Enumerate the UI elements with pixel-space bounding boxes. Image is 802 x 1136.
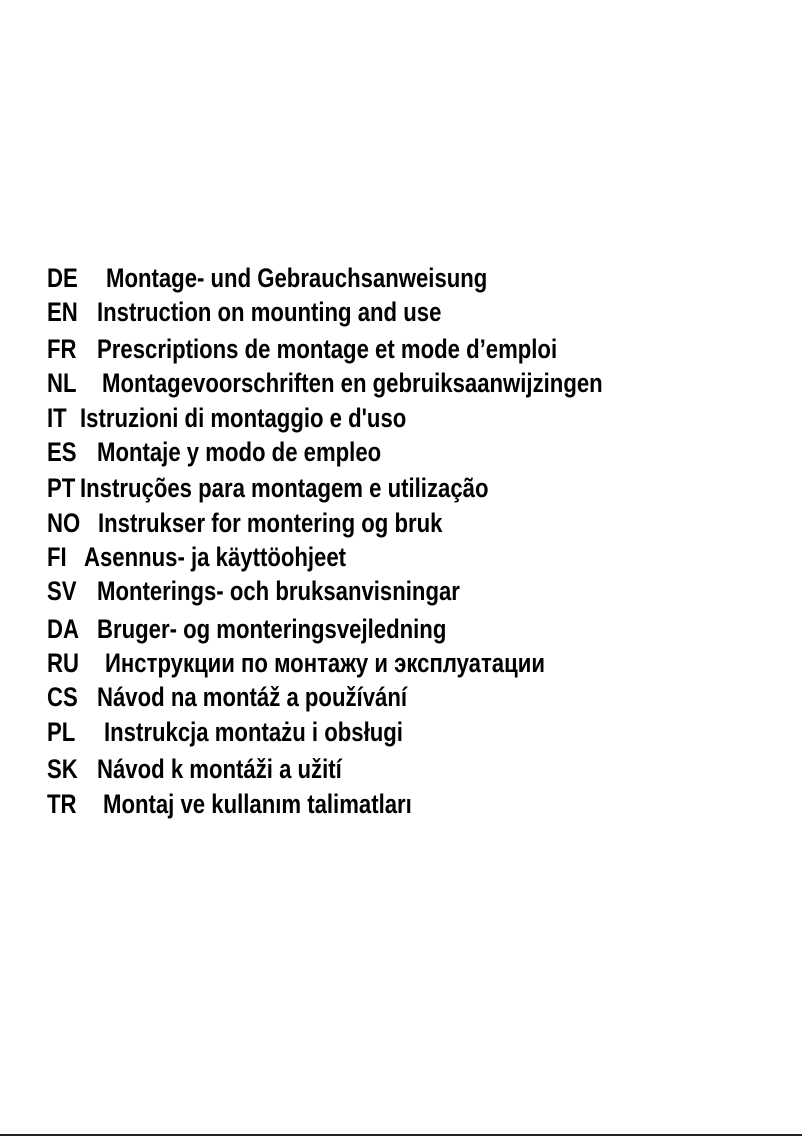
language-title: Instruction on mounting and use <box>97 297 442 327</box>
language-line-tr <box>0 787 802 821</box>
language-code: NL <box>47 368 77 398</box>
language-title: Montaje y modo de empleo <box>97 437 382 467</box>
language-line-fr <box>0 332 802 366</box>
language-title: Monterings- och bruksanvisningar <box>97 576 460 606</box>
language-code: ES <box>47 437 77 467</box>
language-code: PT <box>47 473 76 503</box>
language-line-no <box>0 506 802 540</box>
language-line-pt <box>0 471 802 505</box>
language-title: Asennus- ja käyttöohjeet <box>84 542 347 572</box>
language-code: TR <box>47 789 77 819</box>
language-title: Istruzioni di montaggio e d'uso <box>80 403 407 433</box>
language-code: SV <box>47 576 77 606</box>
language-line-cs <box>0 680 802 714</box>
language-code: FI <box>47 542 67 572</box>
language-code: RU <box>47 648 79 678</box>
language-title: Instruções para montagem e utilização <box>80 473 489 503</box>
language-title: Montage- und Gebrauchsanweisung <box>106 263 488 293</box>
language-code: DA <box>47 614 79 644</box>
language-line-pl <box>0 715 802 749</box>
language-line-da <box>0 612 802 646</box>
language-title: Prescriptions de montage et mode d’emploi <box>97 334 558 364</box>
language-title: Montagevoorschriften en gebruiksaanwijzingen <box>102 368 603 398</box>
language-line-de <box>0 261 802 295</box>
language-line-it <box>0 401 802 435</box>
language-line-ru <box>0 646 802 680</box>
language-code: DE <box>47 263 78 293</box>
language-code: CS <box>47 682 78 712</box>
language-title: Instrukser for montering og bruk <box>98 508 443 538</box>
language-title: Montaj ve kullanım talimatları <box>103 789 412 819</box>
language-line-nl <box>0 366 802 400</box>
language-title: Návod na montáž a používání <box>97 682 408 712</box>
language-line-sv <box>0 574 802 608</box>
language-code: SK <box>47 754 78 784</box>
language-title: Bruger- og monteringsvejledning <box>97 614 447 644</box>
language-title: Instrukcja montażu i obsługi <box>104 717 403 747</box>
language-code: PL <box>47 717 76 747</box>
language-line-en <box>0 295 802 329</box>
language-line-fi <box>0 540 802 574</box>
language-code: NO <box>47 508 81 538</box>
language-title: Инструкции по монтажу и эксплуатации <box>105 648 545 678</box>
language-title: Návod k montáži a užití <box>97 754 342 784</box>
language-line-es <box>0 435 802 469</box>
language-line-sk <box>0 752 802 786</box>
language-code: FR <box>47 334 77 364</box>
language-code: IT <box>47 403 67 433</box>
language-code: EN <box>47 297 78 327</box>
